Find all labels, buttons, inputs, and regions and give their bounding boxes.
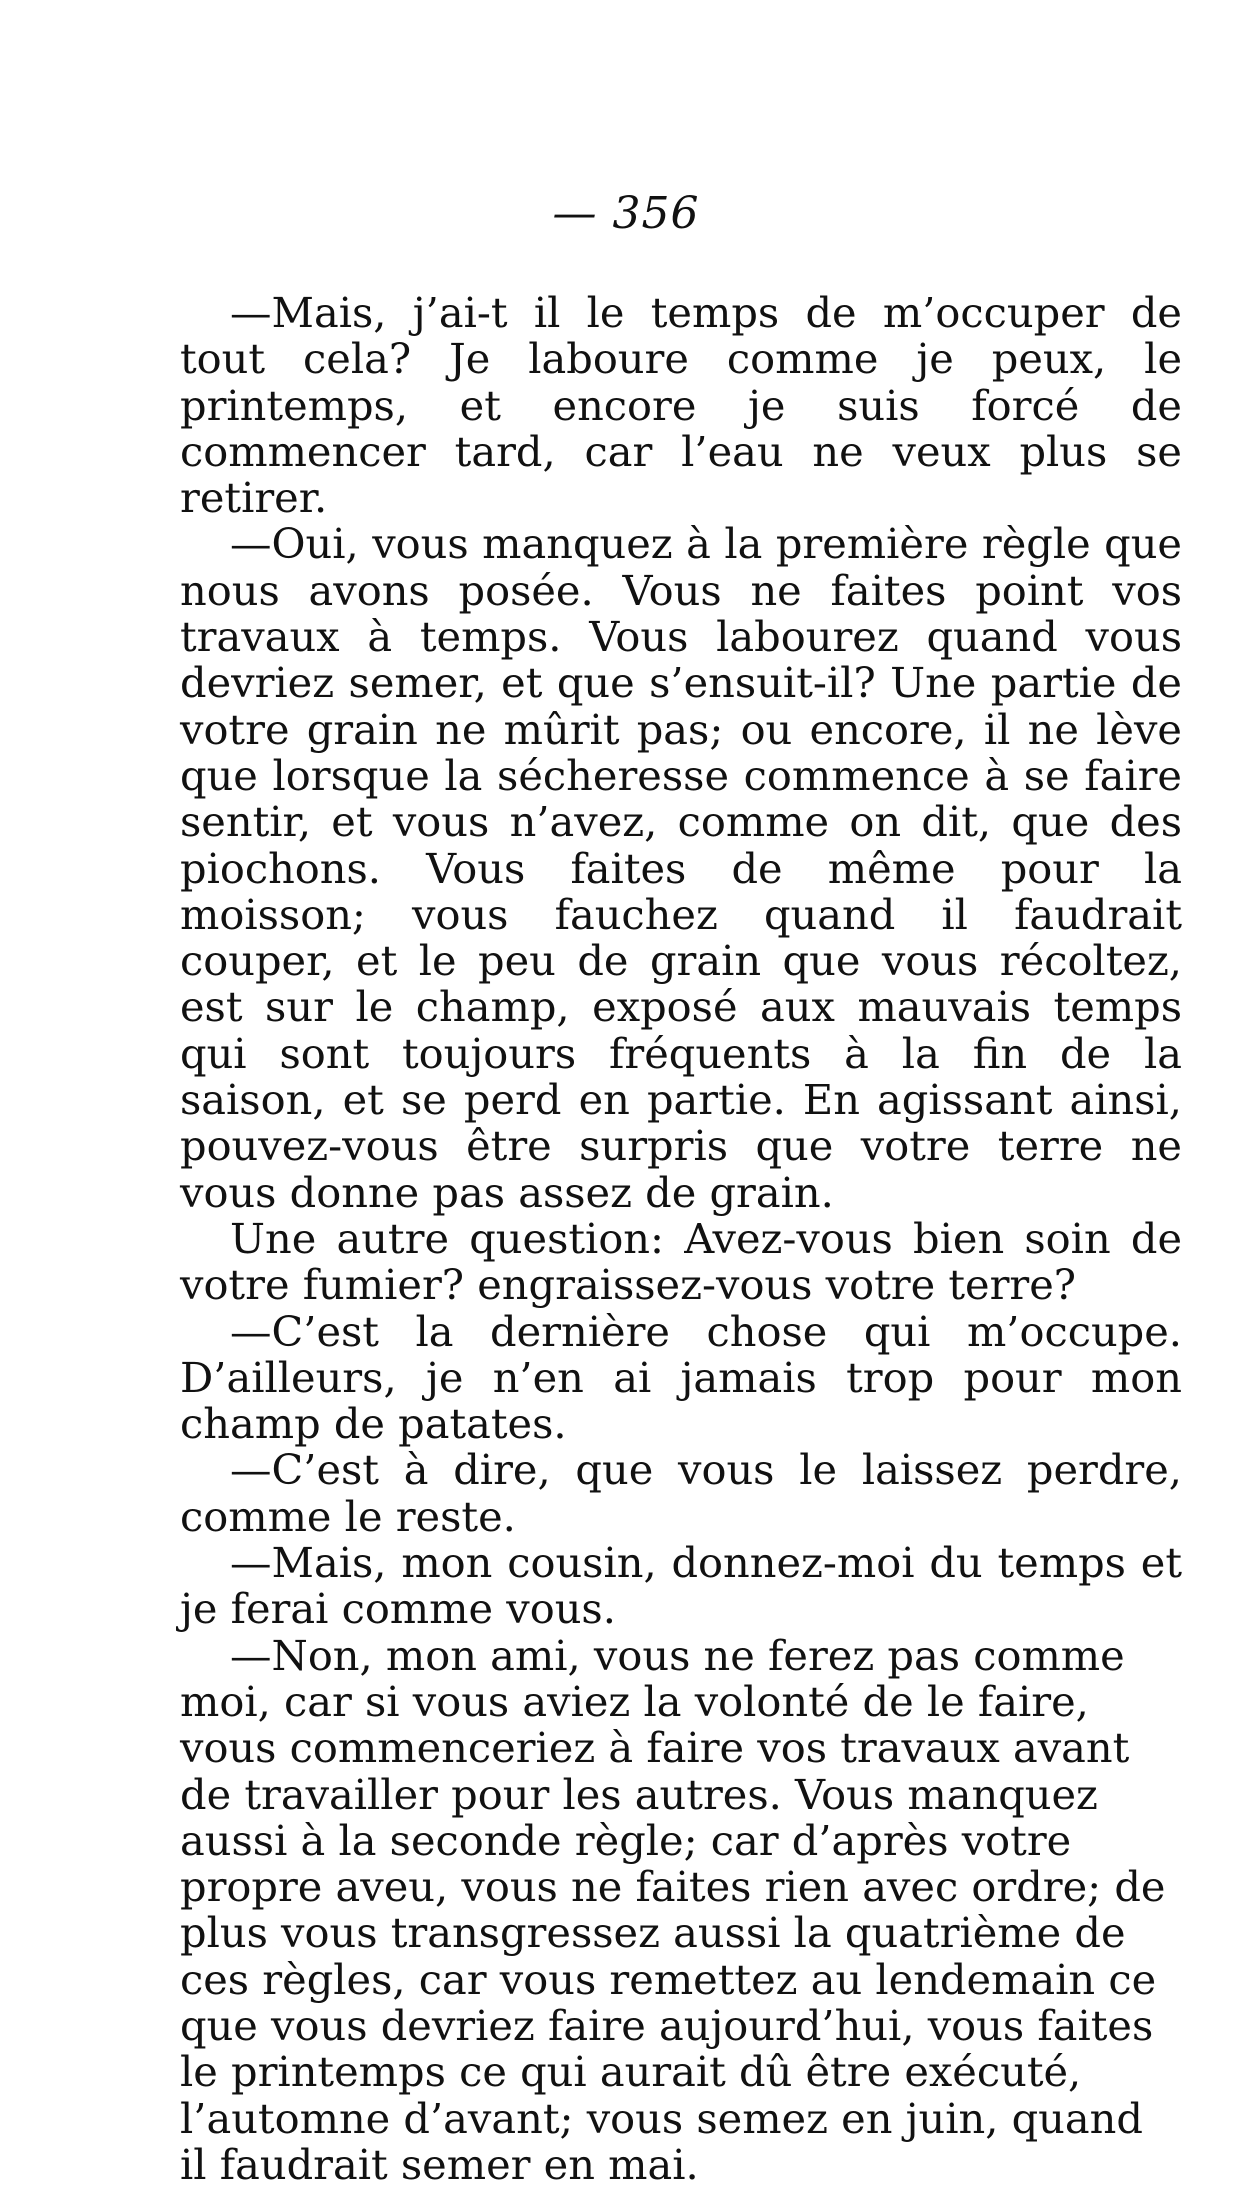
paragraph-dialogue: Une autre question: Avez-vous bien soin de votre fumier? engraissez-vous votre terre? (180, 1213, 1182, 1310)
page-number: — 356 (552, 188, 700, 239)
paragraph-dialogue: —C’est la dernière chose qui m’occupe. D’ailleurs, je n’en ai jamais trop pour mon champ de patates. (180, 1306, 1182, 1449)
paragraph-dialogue: —Mais, j’ai-t il le temps de m’occuper de tout cela? Je laboure comme je peux, le printemps, et encore je suis forcé de commencer tard, car l’eau ne veux plus se retirer. (180, 288, 1182, 523)
paragraph-dialogue: —Mais, mon cousin, donnez-moi du temps et je ferai comme vous. (180, 1538, 1182, 1634)
paragraph-dialogue: —C’est à dire, que vous le laissez perdre, comme le reste. (180, 1445, 1182, 1541)
body-text (180, 290, 1182, 2188)
paragraph-dialogue: —Non, mon ami, vous ne ferez pas comme moi, car si vous aviez la volonté de le faire, vous commenceriez à faire vos travaux avant de travailler pour les autres. Vous manquez aussi à la seconde règle; car d’après votre propre aveu, vous ne faites rien avec ordre; de plus vous transgressez aussi la quatrième de ces règles, car vous remettez au lendemain ce que vous devriez faire aujourd’hui, vous faites le printemps ce qui aurait dû être exécuté, l’automne d’avant; vous semez en juin, quand il faudrait semer en mai. (180, 1630, 1166, 2189)
paragraph-dialogue: —Oui, vous manquez à la première règle que nous avons posée. Vous ne faites point vos travaux à temps. Vous labourez quand vous devriez semer, et que s’ensuit-il? Une partie de votre grain ne mûrit pas; ou encore, il ne lève que lorsque la sécheresse commence à se faire sentir, et vous n’avez, comme on dit, que des piochons. Vous faites de même pour la moisson; vous fauchez quand il faudrait couper, et le peu de grain que vous récoltez, est sur le champ, exposé aux mauvais temps qui sont toujours fréquents à la fin de la saison, et se perd en partie. En agissant ainsi, pouvez-vous être surpris que votre terre ne vous donne pas assez de grain. (180, 519, 1182, 1217)
